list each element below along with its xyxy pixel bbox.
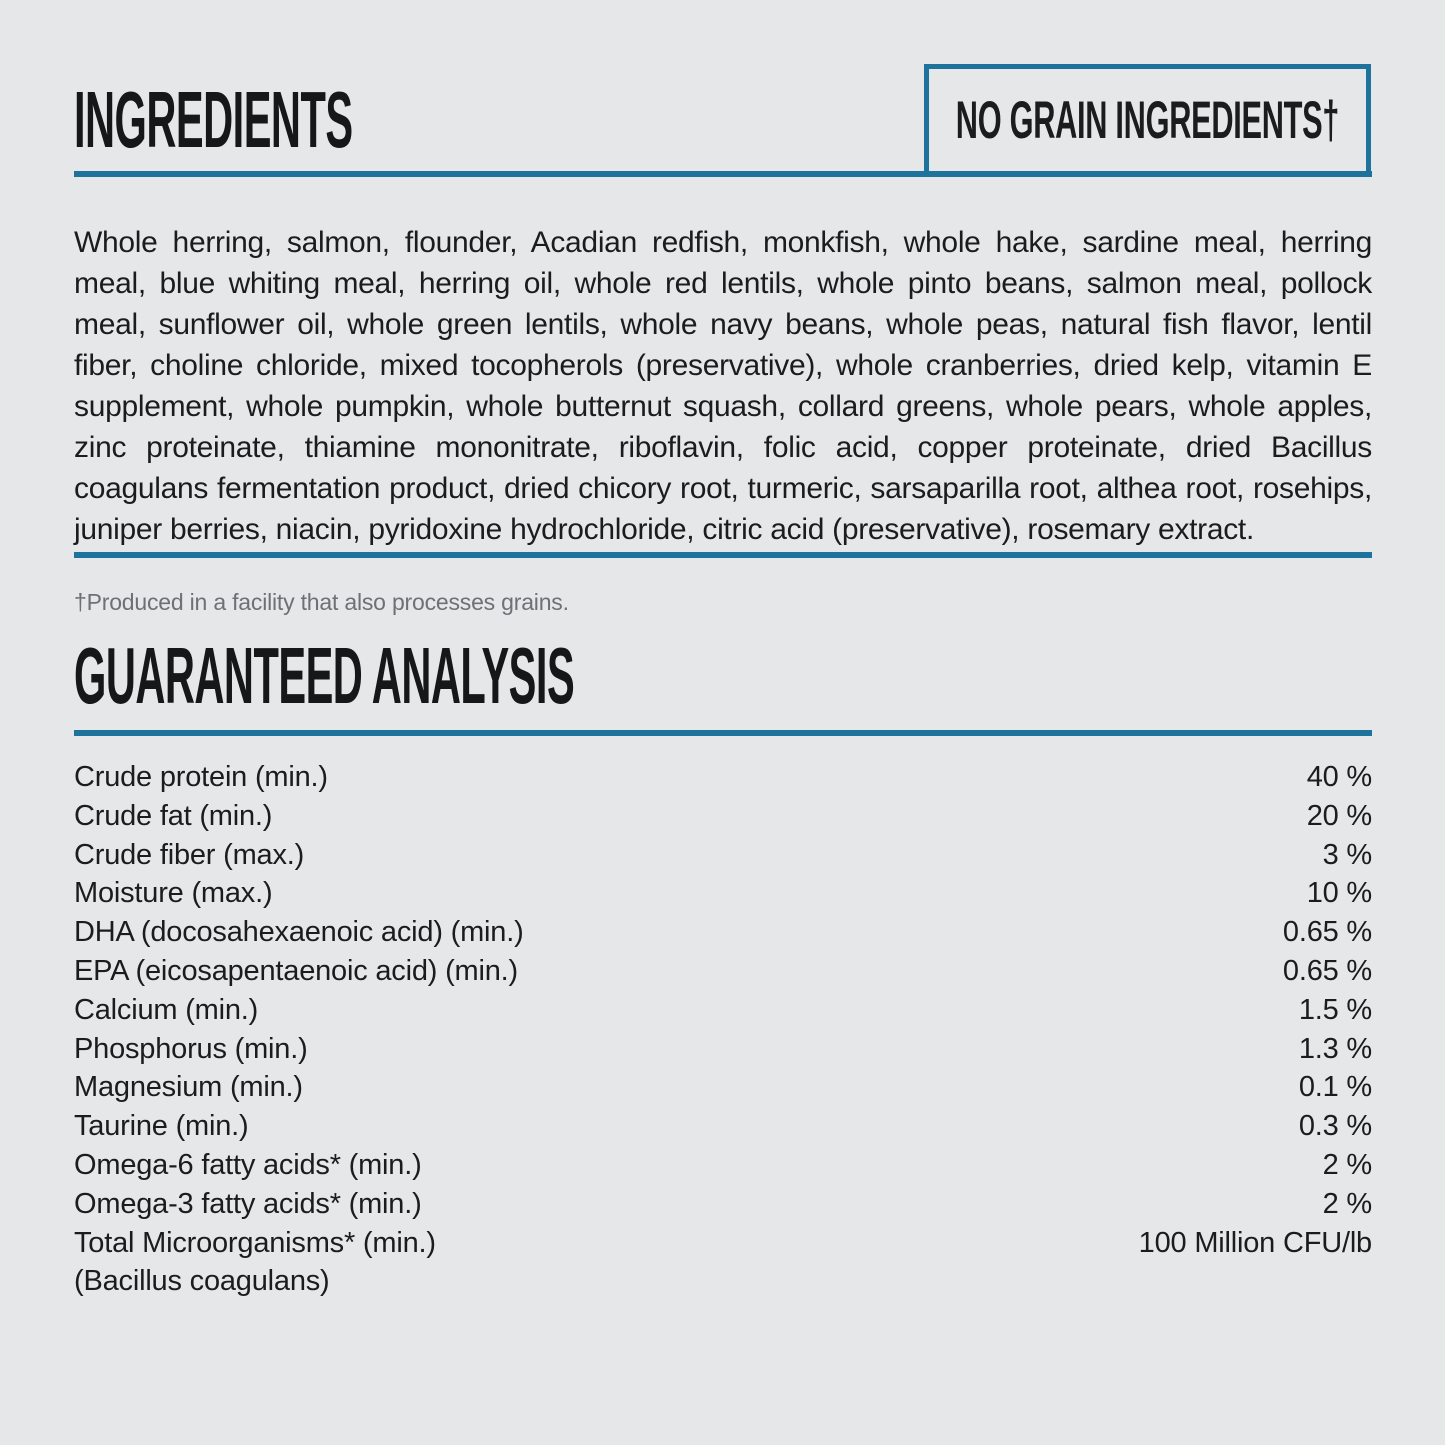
table-row — [74, 874, 1372, 913]
row-value: 100 Million CFU/lb — [1138, 1226, 1372, 1259]
table-row — [74, 1262, 1372, 1301]
row-value: 0.65 % — [1282, 916, 1372, 949]
analysis-divider — [74, 730, 1372, 736]
row-value: 3 % — [1322, 838, 1372, 871]
row-label: Moisture (max.) — [74, 877, 273, 910]
table-row — [74, 1107, 1372, 1146]
table-row — [74, 991, 1372, 1030]
ingredients-section-title: INGREDIENTS — [74, 75, 353, 164]
row-label: Taurine (min.) — [74, 1110, 249, 1143]
table-row — [74, 797, 1372, 836]
table-row — [74, 1185, 1372, 1224]
row-value: 40 % — [1306, 761, 1372, 793]
ingredients-divider — [74, 171, 1372, 177]
row-value: 0.1 % — [1298, 1071, 1372, 1104]
grain-facility-footnote: †Produced in a facility that also processes grains. — [74, 589, 569, 615]
no-grain-badge — [924, 64, 1371, 177]
row-value: 20 % — [1306, 799, 1372, 832]
table-row — [74, 1068, 1372, 1107]
row-label: Crude protein (min.) — [74, 761, 328, 793]
row-label: Crude fat (min.) — [74, 799, 273, 832]
table-row — [74, 758, 1372, 797]
table-row — [74, 952, 1372, 991]
table-row — [74, 1146, 1372, 1185]
row-value: 2 % — [1322, 1187, 1372, 1220]
guaranteed-analysis-table — [74, 758, 1372, 1301]
row-value: 0.3 % — [1298, 1110, 1372, 1143]
row-value: 1.5 % — [1298, 993, 1372, 1026]
row-label: Phosphorus (min.) — [74, 1032, 308, 1065]
row-label: (Bacillus coagulans) — [74, 1265, 330, 1298]
footnote-divider — [74, 552, 1372, 558]
table-row — [74, 913, 1372, 952]
row-value: 1.3 % — [1298, 1032, 1372, 1065]
row-label: DHA (docosahexaenoic acid) (min.) — [74, 916, 524, 949]
guaranteed-analysis-section-title: GUARANTEED ANALYSIS — [74, 631, 575, 720]
row-label: EPA (eicosapentaenoic acid) (min.) — [74, 954, 518, 987]
table-row — [74, 836, 1372, 875]
no-grain-badge-label: NO GRAIN INGREDIENTS† — [955, 91, 1340, 150]
row-value: 10 % — [1306, 877, 1372, 910]
row-label: Omega-3 fatty acids* (min.) — [74, 1187, 422, 1220]
row-label: Calcium (min.) — [74, 993, 259, 1026]
row-value: 0.65 % — [1282, 954, 1372, 987]
table-row — [74, 1224, 1372, 1263]
row-label: Omega-6 fatty acids* (min.) — [74, 1148, 422, 1181]
ingredients-list-text: Whole herring, salmon, flounder, Acadian redfish, monkfish, whole hake, sardine meal, herring meal, blue whiting meal, herring oil, whole red lentils, whole pinto beans, salmon meal, pollock meal, sunflower oil, whole green lentils, whole navy beans, whole peas, natural fish flavor, lentil fiber, choline chloride, mixed tocopherols (preservative), whole cranberries, dried kelp, vitamin E supplement, whole pumpkin, whole butternut squash, collard greens, whole pears, whole apples, zinc proteinate, thiamine mononitrate, riboflavin, folic acid, copper proteinate, dried Bacillus coagulans fermentation product, dried chicory root, turmeric, sarsaparilla root, althea root, rosehips, juniper berries, niacin, pyridoxine hydrochloride, citric acid (preservative), rosemary extract. — [74, 226, 1372, 546]
row-label: Total Microorganisms* (min.) — [74, 1226, 436, 1259]
row-label: Magnesium (min.) — [74, 1071, 303, 1104]
row-label: Crude fiber (max.) — [74, 838, 305, 871]
table-row — [74, 1030, 1372, 1069]
row-value: 2 % — [1322, 1148, 1372, 1181]
